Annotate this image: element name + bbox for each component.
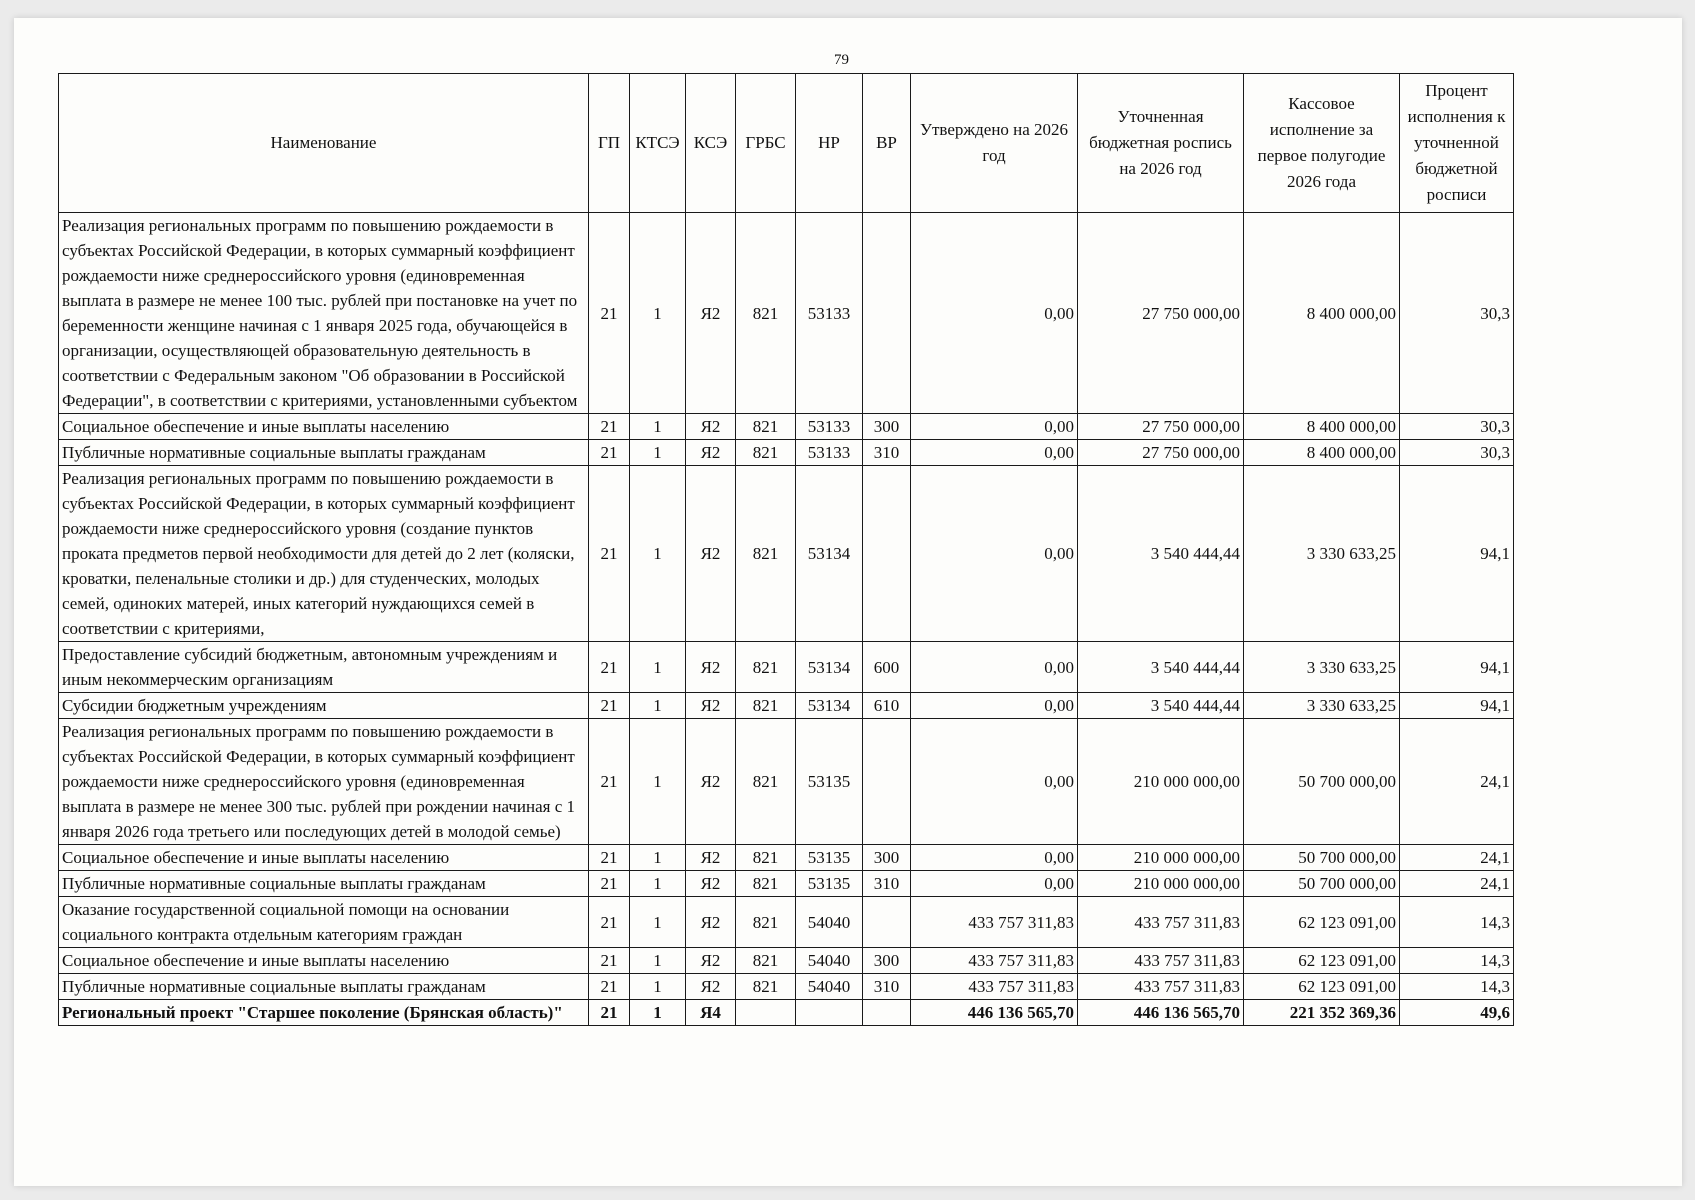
cell-cash: 8 400 000,00 [1244,213,1400,414]
cell-kse: Я4 [686,1000,736,1026]
cell-approved: 0,00 [911,845,1078,871]
cell-approved: 0,00 [911,693,1078,719]
cell-gp: 21 [589,1000,630,1026]
cell-nr: 54040 [796,948,863,974]
cell-nr: 53133 [796,213,863,414]
header-cash: Кассовое исполнение за первое полугодие 2026 года [1244,74,1400,213]
cell-gp: 21 [589,466,630,642]
cell-refined: 210 000 000,00 [1078,871,1244,897]
cell-percent: 94,1 [1400,693,1514,719]
cell-ktse: 1 [630,466,686,642]
header-grbs: ГРБС [736,74,796,213]
cell-percent: 24,1 [1400,871,1514,897]
cell-gp: 21 [589,871,630,897]
cell-vr: 310 [863,871,911,897]
cell-grbs [736,1000,796,1026]
cell-vr: 300 [863,414,911,440]
cell-grbs: 821 [736,642,796,693]
cell-kse: Я2 [686,414,736,440]
cell-cash: 50 700 000,00 [1244,845,1400,871]
cell-name: Публичные нормативные социальные выплаты гражданам [59,440,589,466]
cell-nr: 54040 [796,897,863,948]
cell-cash: 8 400 000,00 [1244,440,1400,466]
cell-vr [863,213,911,414]
table-row [59,948,1514,974]
cell-vr [863,897,911,948]
cell-cash: 50 700 000,00 [1244,719,1400,845]
cell-nr: 53134 [796,693,863,719]
cell-cash: 3 330 633,25 [1244,642,1400,693]
cell-ktse: 1 [630,871,686,897]
cell-kse: Я2 [686,466,736,642]
header-refined: Уточненная бюджетная роспись на 2026 год [1078,74,1244,213]
page-number: 79 [834,52,849,68]
cell-vr [863,1000,911,1026]
cell-vr: 300 [863,948,911,974]
table-row [59,1000,1514,1026]
cell-name: Социальное обеспечение и иные выплаты населению [59,948,589,974]
table-row [59,974,1514,1000]
cell-gp: 21 [589,719,630,845]
table-row [59,871,1514,897]
cell-ktse: 1 [630,440,686,466]
header-gp: ГП [589,74,630,213]
cell-kse: Я2 [686,440,736,466]
header-nr: НР [796,74,863,213]
cell-approved: 0,00 [911,871,1078,897]
cell-percent: 14,3 [1400,897,1514,948]
cell-ktse: 1 [630,948,686,974]
cell-approved: 433 757 311,83 [911,948,1078,974]
cell-cash: 221 352 369,36 [1244,1000,1400,1026]
cell-kse: Я2 [686,974,736,1000]
cell-ktse: 1 [630,1000,686,1026]
cell-gp: 21 [589,845,630,871]
cell-refined: 3 540 444,44 [1078,642,1244,693]
cell-grbs: 821 [736,414,796,440]
table-row [59,897,1514,948]
cell-name: Реализация региональных программ по повышению рождаемости в субъектах Российской Федерации, в которых суммарный коэффициент рождаемости ниже среднероссийского уровня (единовременная выплата в размере не менее 300 тыс. рублей при рождении начиная с 1 января 2026 года третьего или последующих детей в молодой семье) [59,719,589,845]
cell-vr: 310 [863,440,911,466]
table-row [59,719,1514,845]
header-approved: Утверждено на 2026 год [911,74,1078,213]
cell-approved: 0,00 [911,213,1078,414]
cell-kse: Я2 [686,693,736,719]
cell-refined: 3 540 444,44 [1078,466,1244,642]
cell-vr [863,719,911,845]
cell-nr: 53135 [796,719,863,845]
cell-nr: 53134 [796,642,863,693]
cell-refined: 433 757 311,83 [1078,948,1244,974]
cell-kse: Я2 [686,719,736,845]
cell-gp: 21 [589,213,630,414]
cell-approved: 433 757 311,83 [911,974,1078,1000]
cell-refined: 433 757 311,83 [1078,974,1244,1000]
cell-percent: 49,6 [1400,1000,1514,1026]
table-row [59,213,1514,414]
cell-refined: 433 757 311,83 [1078,897,1244,948]
budget-table [58,73,1514,1026]
cell-nr: 53133 [796,414,863,440]
cell-cash: 3 330 633,25 [1244,693,1400,719]
cell-name: Региональный проект "Старшее поколение (Брянская область)" [59,1000,589,1026]
table-row [59,693,1514,719]
cell-name: Реализация региональных программ по повышению рождаемости в субъектах Российской Федерации, в которых суммарный коэффициент рождаемости ниже среднероссийского уровня (единовременная выплата в размере не менее 100 тыс. рублей при постановке на учет по беременности женщине начиная с 1 января 2025 года, обучающейся в организации, осуществляющей образовательную деятельность в соответствии с Федеральным законом "Об образовании в Российской Федерации", в соответствии с критериями, установленными субъектом [59,213,589,414]
cell-refined: 446 136 565,70 [1078,1000,1244,1026]
cell-ktse: 1 [630,719,686,845]
table-header-row [59,74,1514,213]
cell-vr: 600 [863,642,911,693]
table-row [59,466,1514,642]
cell-ktse: 1 [630,414,686,440]
cell-grbs: 821 [736,213,796,414]
cell-percent: 24,1 [1400,719,1514,845]
cell-kse: Я2 [686,213,736,414]
cell-percent: 94,1 [1400,466,1514,642]
cell-gp: 21 [589,414,630,440]
cell-gp: 21 [589,642,630,693]
cell-percent: 14,3 [1400,974,1514,1000]
cell-ktse: 1 [630,693,686,719]
cell-ktse: 1 [630,845,686,871]
table-row [59,642,1514,693]
cell-nr: 53133 [796,440,863,466]
cell-refined: 27 750 000,00 [1078,213,1244,414]
cell-refined: 27 750 000,00 [1078,414,1244,440]
cell-nr: 53134 [796,466,863,642]
cell-cash: 3 330 633,25 [1244,466,1400,642]
cell-percent: 30,3 [1400,440,1514,466]
cell-gp: 21 [589,974,630,1000]
header-ktse: КТСЭ [630,74,686,213]
document-page [14,18,1682,1186]
cell-kse: Я2 [686,871,736,897]
cell-percent: 24,1 [1400,845,1514,871]
cell-cash: 8 400 000,00 [1244,414,1400,440]
cell-grbs: 821 [736,871,796,897]
cell-cash: 50 700 000,00 [1244,871,1400,897]
cell-grbs: 821 [736,948,796,974]
cell-name: Публичные нормативные социальные выплаты гражданам [59,974,589,1000]
cell-name: Субсидии бюджетным учреждениям [59,693,589,719]
cell-gp: 21 [589,948,630,974]
cell-grbs: 821 [736,440,796,466]
cell-nr: 54040 [796,974,863,1000]
cell-kse: Я2 [686,897,736,948]
cell-name: Оказание государственной социальной помощи на основании социального контракта отдельным категориям граждан [59,897,589,948]
cell-gp: 21 [589,897,630,948]
cell-grbs: 821 [736,845,796,871]
cell-kse: Я2 [686,845,736,871]
table-row [59,414,1514,440]
cell-approved: 0,00 [911,414,1078,440]
table-row [59,440,1514,466]
cell-ktse: 1 [630,213,686,414]
cell-refined: 27 750 000,00 [1078,440,1244,466]
cell-name: Предоставление субсидий бюджетным, автономным учреждениям и иным некоммерческим организациям [59,642,589,693]
cell-grbs: 821 [736,719,796,845]
cell-refined: 3 540 444,44 [1078,693,1244,719]
cell-ktse: 1 [630,974,686,1000]
cell-nr: 53135 [796,845,863,871]
cell-vr [863,466,911,642]
cell-nr: 53135 [796,871,863,897]
cell-nr [796,1000,863,1026]
cell-approved: 433 757 311,83 [911,897,1078,948]
cell-vr: 610 [863,693,911,719]
cell-approved: 0,00 [911,719,1078,845]
cell-cash: 62 123 091,00 [1244,974,1400,1000]
cell-name: Социальное обеспечение и иные выплаты населению [59,845,589,871]
cell-ktse: 1 [630,897,686,948]
cell-kse: Я2 [686,948,736,974]
cell-percent: 30,3 [1400,414,1514,440]
cell-ktse: 1 [630,642,686,693]
cell-grbs: 821 [736,897,796,948]
cell-name: Публичные нормативные социальные выплаты гражданам [59,871,589,897]
cell-cash: 62 123 091,00 [1244,897,1400,948]
cell-percent: 14,3 [1400,948,1514,974]
cell-percent: 94,1 [1400,642,1514,693]
cell-refined: 210 000 000,00 [1078,719,1244,845]
cell-gp: 21 [589,440,630,466]
cell-vr: 310 [863,974,911,1000]
header-percent: Процент исполнения к уточненной бюджетной росписи [1400,74,1514,213]
cell-name: Реализация региональных программ по повышению рождаемости в субъектах Российской Федерации, в которых суммарный коэффициент рождаемости ниже среднероссийского уровня (создание пунктов проката предметов первой необходимости для детей до 2 лет (коляски, кроватки, пеленальные столики и др.) для студенческих, молодых семей, одиноких матерей, иных категорий нуждающихся семей в соответствии с критериями, [59,466,589,642]
cell-approved: 0,00 [911,642,1078,693]
cell-grbs: 821 [736,974,796,1000]
cell-approved: 0,00 [911,440,1078,466]
cell-approved: 446 136 565,70 [911,1000,1078,1026]
cell-cash: 62 123 091,00 [1244,948,1400,974]
cell-approved: 0,00 [911,466,1078,642]
header-kse: КСЭ [686,74,736,213]
cell-grbs: 821 [736,693,796,719]
header-name: Наименование [59,74,589,213]
cell-percent: 30,3 [1400,213,1514,414]
cell-refined: 210 000 000,00 [1078,845,1244,871]
cell-name: Социальное обеспечение и иные выплаты населению [59,414,589,440]
cell-gp: 21 [589,693,630,719]
header-vr: ВР [863,74,911,213]
table-row [59,845,1514,871]
cell-grbs: 821 [736,466,796,642]
cell-vr: 300 [863,845,911,871]
cell-kse: Я2 [686,642,736,693]
